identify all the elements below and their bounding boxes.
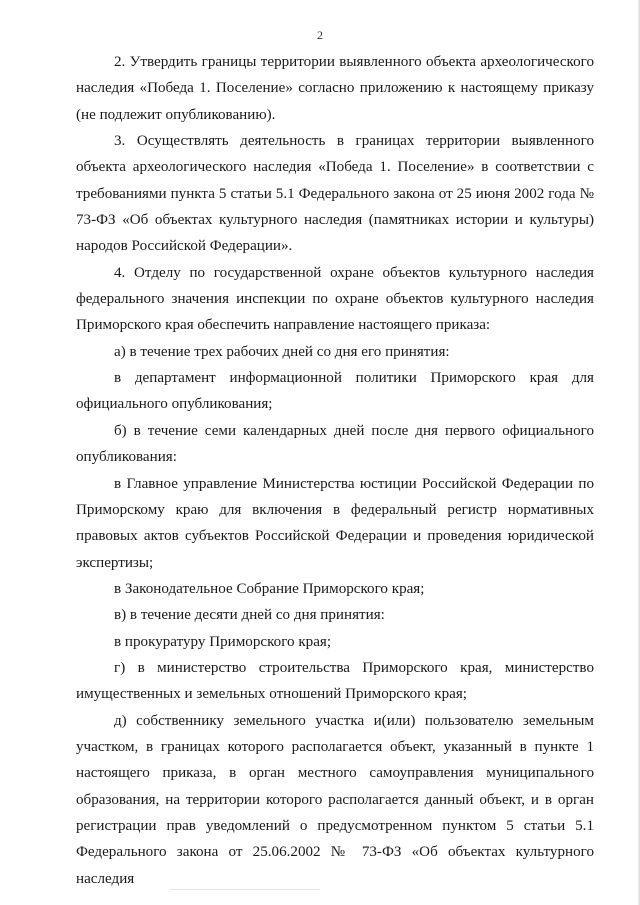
paragraph-subitem-d: д) собственнику земельного участка и(или) пользователю земельным участком, в границах которого располагается объект, указанный в пункте 1 настоящего приказа, в орган местного самоуправления муниципального образования, на территории которого располагается данный объект, и в орган регистрации прав уведомлений о предусмотренном пунктом 5 статьи 5.1 Федерального закона от 25.06.2002 № 73-ФЗ «Об объектах культурного наследия: [76, 712, 594, 887]
paragraph-recipient-prosecutor: в прокуратуру Приморского края;: [114, 633, 332, 650]
paragraph-subitem-g: г) в министерство строительства Приморского края, министерство имущественных и земельных отношений Приморского края;: [76, 659, 594, 703]
paragraph-subitem-v: в) в течение десяти дней со дня принятия:: [114, 607, 385, 624]
page-number: 2: [317, 28, 323, 42]
document-body: [76, 49, 594, 892]
paragraph-subitem-a: а) в течение трех рабочих дней со дня его принятия:: [114, 343, 450, 360]
paragraph-recipient-justice-ministry: в Главное управление Министерства юстиции Российской Федерации по Приморскому краю для включения в федеральный регистр нормативных правовых актов субъектов Российской Федерации и проведения юридической экспертизы;: [76, 475, 594, 571]
paragraph-recipient-legislative-assembly: в Законодательное Собрание Приморского края;: [114, 580, 425, 597]
paragraph-recipient-info-department: в департамент информационной политики Приморского края для официального опубликования;: [76, 370, 594, 413]
scan-artifact-line: [170, 889, 320, 890]
paragraph-item-2: 2. Утвердить границы территории выявленного объекта археологического наследия «Победа 1. Поселение» согласно приложению к настоящему приказу (не подлежит опубликованию).: [76, 54, 594, 123]
paragraph-subitem-b: б) в течение семи календарных дней после дня первого официального опубликования:: [76, 422, 594, 466]
paragraph-item-4: 4. Отделу по государственной охране объектов культурного наследия федерального значения инспекции по охране объектов культурного наследия Приморского края обеспечить направление настоящего приказа:: [76, 264, 594, 334]
paragraph-item-3: 3. Осуществлять деятельность в границах территории выявленного объекта археологического наследия «Победа 1. Поселение» в соответствии с требованиями пункта 5 статьи 5.1 Федерального закона от 25 июня 2002 года № 73-ФЗ «Об объектах культурного наследия (памятниках истории и культуры) народов Российской Федерации».: [76, 133, 594, 255]
